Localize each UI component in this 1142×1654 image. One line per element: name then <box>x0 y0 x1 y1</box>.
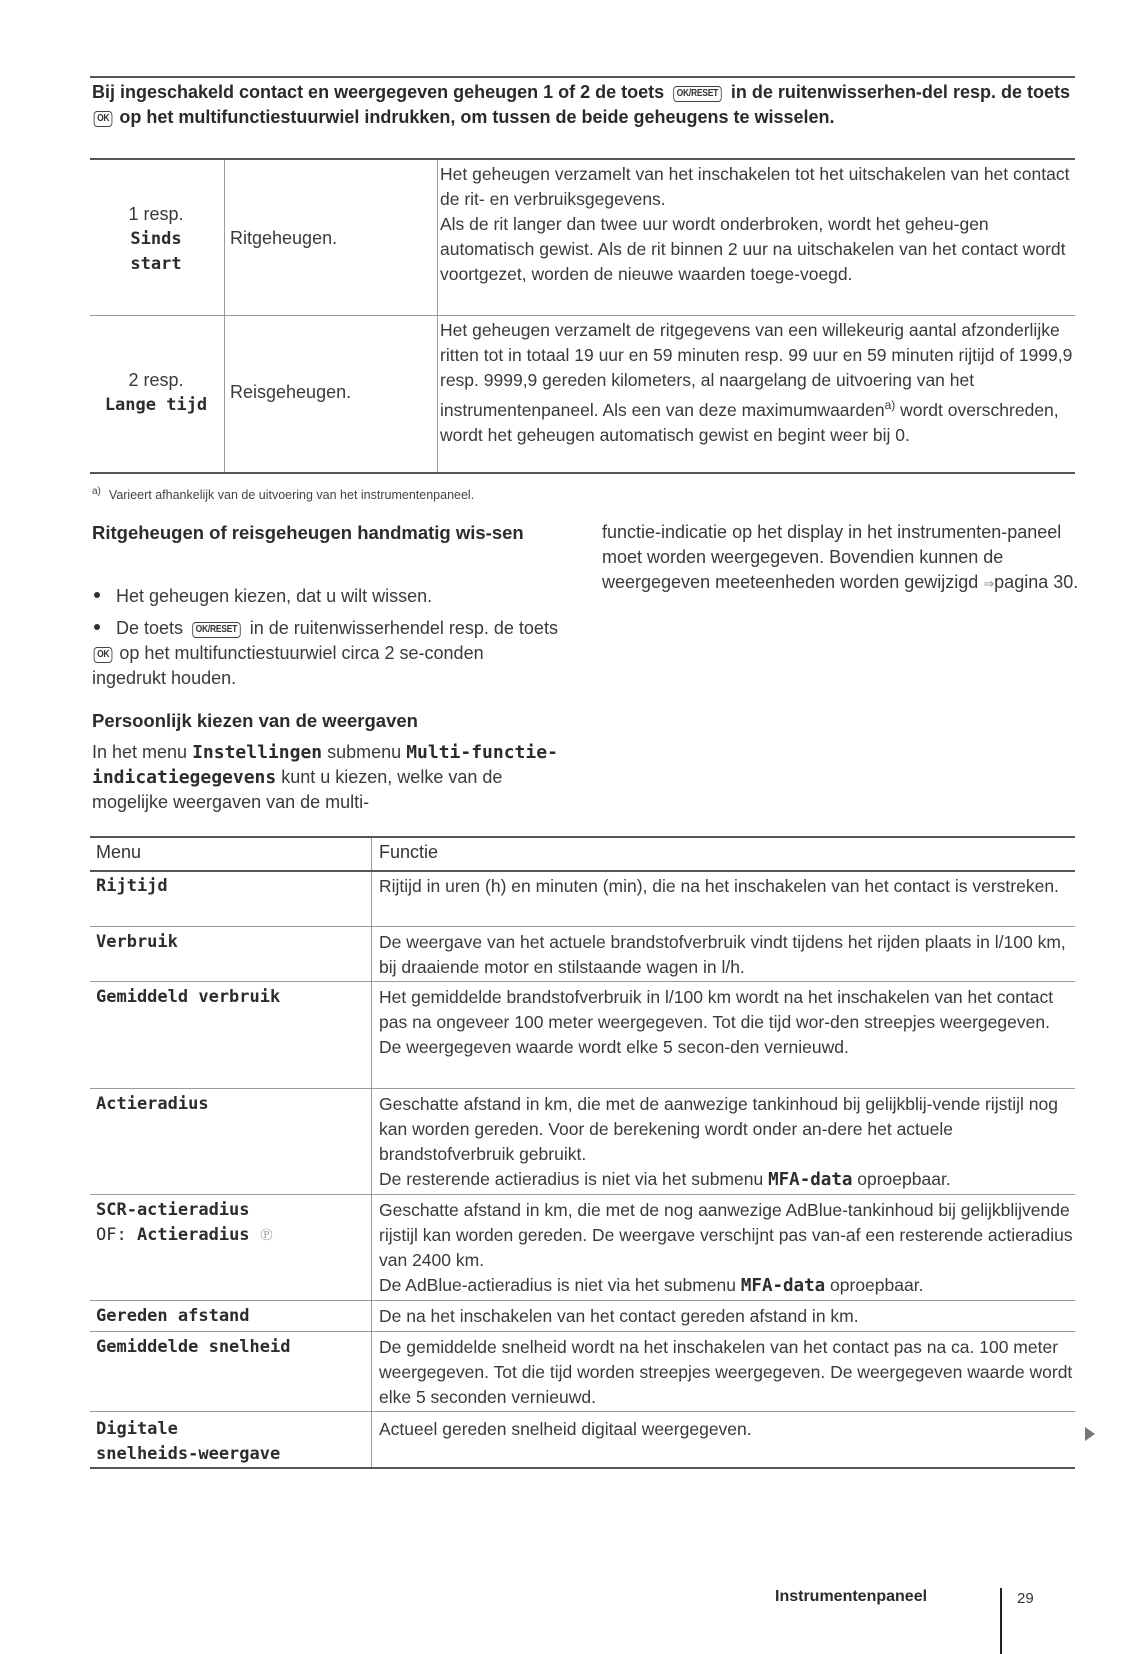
memory-table-top-rule <box>90 158 1075 160</box>
submenu-name: MFA-data <box>768 1170 853 1190</box>
body-text: submenu <box>322 742 407 762</box>
function-description: De weergave van het actuele brandstofverbruik vindt tijdens het rijden plaats in l/100 km, bij draaiende motor en stilstaande wagen in l/h. <box>379 932 1066 977</box>
function-description: Het gemiddelde brandstofverbruik in l/100 km wordt na het inschakelen van het contact pas na ongeveer 100 meter weergegeven. Tot die tijd wor-den streepjes weergegeven. De weergegeven waarde wordt elke 5 secon-den vernieuwd. <box>379 987 1054 1057</box>
description-text: Geschatte afstand in km, die met de aanwezige tankinhoud bij gelijkblij-vende rijstijl nog kan worden gereden. Voor de berekening wordt onder an-dere het actuele brandstofverbruik gebruikt. <box>379 1094 1058 1164</box>
memory-row-long-term <box>90 318 1075 470</box>
menu-item: Verbruik <box>96 932 178 952</box>
menu-table-divider <box>371 838 372 1468</box>
bullet-text: op het multifunctiestuurwiel circa 2 se-conden ingedrukt houden. <box>92 643 484 688</box>
function-description: Rijtijd in uren (h) en minuten (min), die na het inschakelen van het contact is verstreken. <box>379 876 1059 896</box>
submenu-name: Multi-functie-indicatiegegevens <box>92 742 558 788</box>
footnote-text: Varieert afhankelijk van de uitvoering van het instrumentenpaneel. <box>108 488 475 503</box>
description-text: Geschatte afstand in km, die met de nog aanwezige AdBlue-tankinhoud bij gelijkblijvende rijstijl kan worden gereden. De weergave verschijnt pas van-af een resterende actieradius van 2400 km. <box>379 1200 1073 1270</box>
cross-reference-arrow-icon: ⇒ <box>983 576 995 591</box>
function-description <box>379 1092 1073 1193</box>
header-rule <box>90 870 1075 872</box>
note-text: De AdBlue-actieradius is niet via het submenu <box>379 1275 741 1295</box>
column-header-function: Functie <box>379 842 439 862</box>
bullet-text: De toets <box>116 618 189 638</box>
menu-item: Actieradius <box>96 1094 209 1114</box>
bullet-icon <box>94 592 100 598</box>
menu-item-alt <box>96 1223 366 1248</box>
heading-clear-memory: Ritgeheugen of reisgeheugen handmatig wis-sen <box>92 522 524 543</box>
intro-instruction <box>92 80 1077 130</box>
menu-item: Digitale snelheids-weergave <box>96 1419 281 1464</box>
menu-item: Rijtijd <box>96 876 168 896</box>
intro-text: in de ruitenwisserhen-del resp. de toets <box>725 82 1070 102</box>
memory-label: Lange tijd <box>104 395 208 415</box>
function-description: Actueel gereden snelheid digitaal weergegeven. <box>379 1419 752 1439</box>
memory-row-trip <box>90 162 1075 314</box>
body-text: kunt u kiezen, welke van de mogelijke weergaven van de multi- <box>92 767 503 812</box>
note-text: oproepbaar. <box>825 1275 924 1295</box>
ok-key-icon: OK <box>94 647 113 663</box>
row-divider <box>90 1088 1075 1089</box>
body-text: functie-indicatie op het display in het instrumenten-paneel moet worden weergegeven. Bovendien kunnen de weergegeven meeteenheden worden gewijzigd <box>602 522 1062 592</box>
menu-item-name: Actieradius <box>136 1225 250 1245</box>
personal-selection-text <box>92 740 562 815</box>
availability-note <box>379 1167 1073 1193</box>
description-text: Het geheugen verzamelt de ritgegevens van een willekeurig aantal afzonderlijke ritten tot in totaal 19 uur en 59 minuten resp. 99 uur en 59 minuten rijtijd of 1999,9 resp. 9999,9 gereden kilometers, al naargelang de uitvoering van het instrumentenpaneel. Als een van deze maximumwaarden <box>440 320 1073 420</box>
footer-divider <box>1000 1588 1002 1654</box>
memory-table-bottom-rule <box>90 472 1075 474</box>
menu-item-name: SCR-actieradius <box>96 1200 250 1220</box>
body-text: . <box>1073 572 1079 592</box>
submenu-name: MFA-data <box>740 1276 826 1296</box>
menu-table-bottom-rule <box>90 1467 1075 1469</box>
memory-number: 2 resp. <box>128 370 184 390</box>
intro-text: Bij ingeschakeld contact en weergegeven geheugen 1 of 2 de toets <box>92 82 670 102</box>
bullet-item <box>92 584 562 609</box>
description-text: wordt overschreden, wordt het geheugen automatisch gewist en begint weer bij 0. <box>440 399 1059 445</box>
menu-table-top-rule <box>90 836 1075 838</box>
footnote-ref: a) <box>884 398 896 412</box>
ok-key-icon: OK <box>94 111 113 127</box>
row-divider <box>90 1194 1075 1195</box>
bullet-icon <box>94 624 100 630</box>
function-description <box>379 1198 1073 1299</box>
footnote <box>92 486 474 502</box>
row-divider <box>90 1300 1075 1301</box>
availability-note <box>379 1273 1073 1299</box>
bullet-text: Het geheugen kiezen, dat u wilt wissen. <box>116 586 433 606</box>
top-rule <box>90 76 1075 78</box>
function-description: De gemiddelde snelheid wordt na het inschakelen van het contact pas na ca. 100 meter weergegeven. Tot die tijd worden streepjes weergegeven. De weergegeven waarde wordt elke 5 seconden vernieuwd. <box>379 1337 1073 1407</box>
personal-selection-continued <box>602 520 1082 596</box>
row-divider <box>90 926 1075 927</box>
menu-name: Instellingen <box>192 742 323 763</box>
function-description: De na het inschakelen van het contact gereden afstand in km. <box>379 1306 859 1326</box>
page-link[interactable]: pagina 30 <box>994 572 1074 592</box>
menu-item <box>96 1198 366 1248</box>
menu-item: Gemiddelde snelheid <box>96 1337 291 1357</box>
footnote-mark: a) <box>92 486 101 497</box>
memory-description <box>440 318 1075 448</box>
bullet-text: in de ruitenwisserhendel resp. de toets <box>244 618 558 638</box>
footer-section-title: Instrumentenpaneel <box>775 1588 928 1605</box>
ok-reset-key-icon: OK/RESET <box>673 86 721 102</box>
note-text: De resterende actieradius is niet via het submenu <box>379 1169 769 1189</box>
adblue-pump-icon: ℗ <box>259 1225 273 1245</box>
memory-label: Sinds start <box>130 229 182 274</box>
page-number: 29 <box>1017 1590 1034 1607</box>
memory-description: Als de rit langer dan twee uur wordt onderbroken, wordt het geheu-gen automatisch gewist. Als de rit binnen 2 uur na uitschakelen van het contact wordt voortgezet, worden de nieuwe waarden toege-voegd. <box>440 214 1066 284</box>
alt-prefix: OF: <box>96 1225 137 1245</box>
continue-arrow-icon <box>1085 1427 1095 1441</box>
intro-text: op het multifunctiestuurwiel indrukken, om tussen de beide geheugens te wisselen. <box>114 107 835 127</box>
row-divider <box>90 981 1075 982</box>
menu-item: Gemiddeld verbruik <box>96 987 281 1007</box>
row-divider <box>90 315 1075 316</box>
bullet-item <box>92 616 562 691</box>
memory-description: Het geheugen verzamelt van het inschakelen tot het uitschakelen van het contact de rit- en verbruiksgegevens. <box>440 164 1070 209</box>
memory-type: Ritgeheugen. <box>230 228 338 248</box>
heading-personal-selection: Persoonlijk kiezen van de weergaven <box>92 710 418 731</box>
memory-type: Reisgeheugen. <box>230 382 352 402</box>
row-divider <box>90 1411 1075 1412</box>
body-text: In het menu <box>92 742 193 762</box>
ok-reset-key-icon: OK/RESET <box>192 622 240 638</box>
menu-item: Gereden afstand <box>96 1306 250 1326</box>
note-text: oproepbaar. <box>852 1169 951 1189</box>
row-divider <box>90 1331 1075 1332</box>
column-header-menu: Menu <box>96 842 142 862</box>
memory-number: 1 resp. <box>128 204 184 224</box>
